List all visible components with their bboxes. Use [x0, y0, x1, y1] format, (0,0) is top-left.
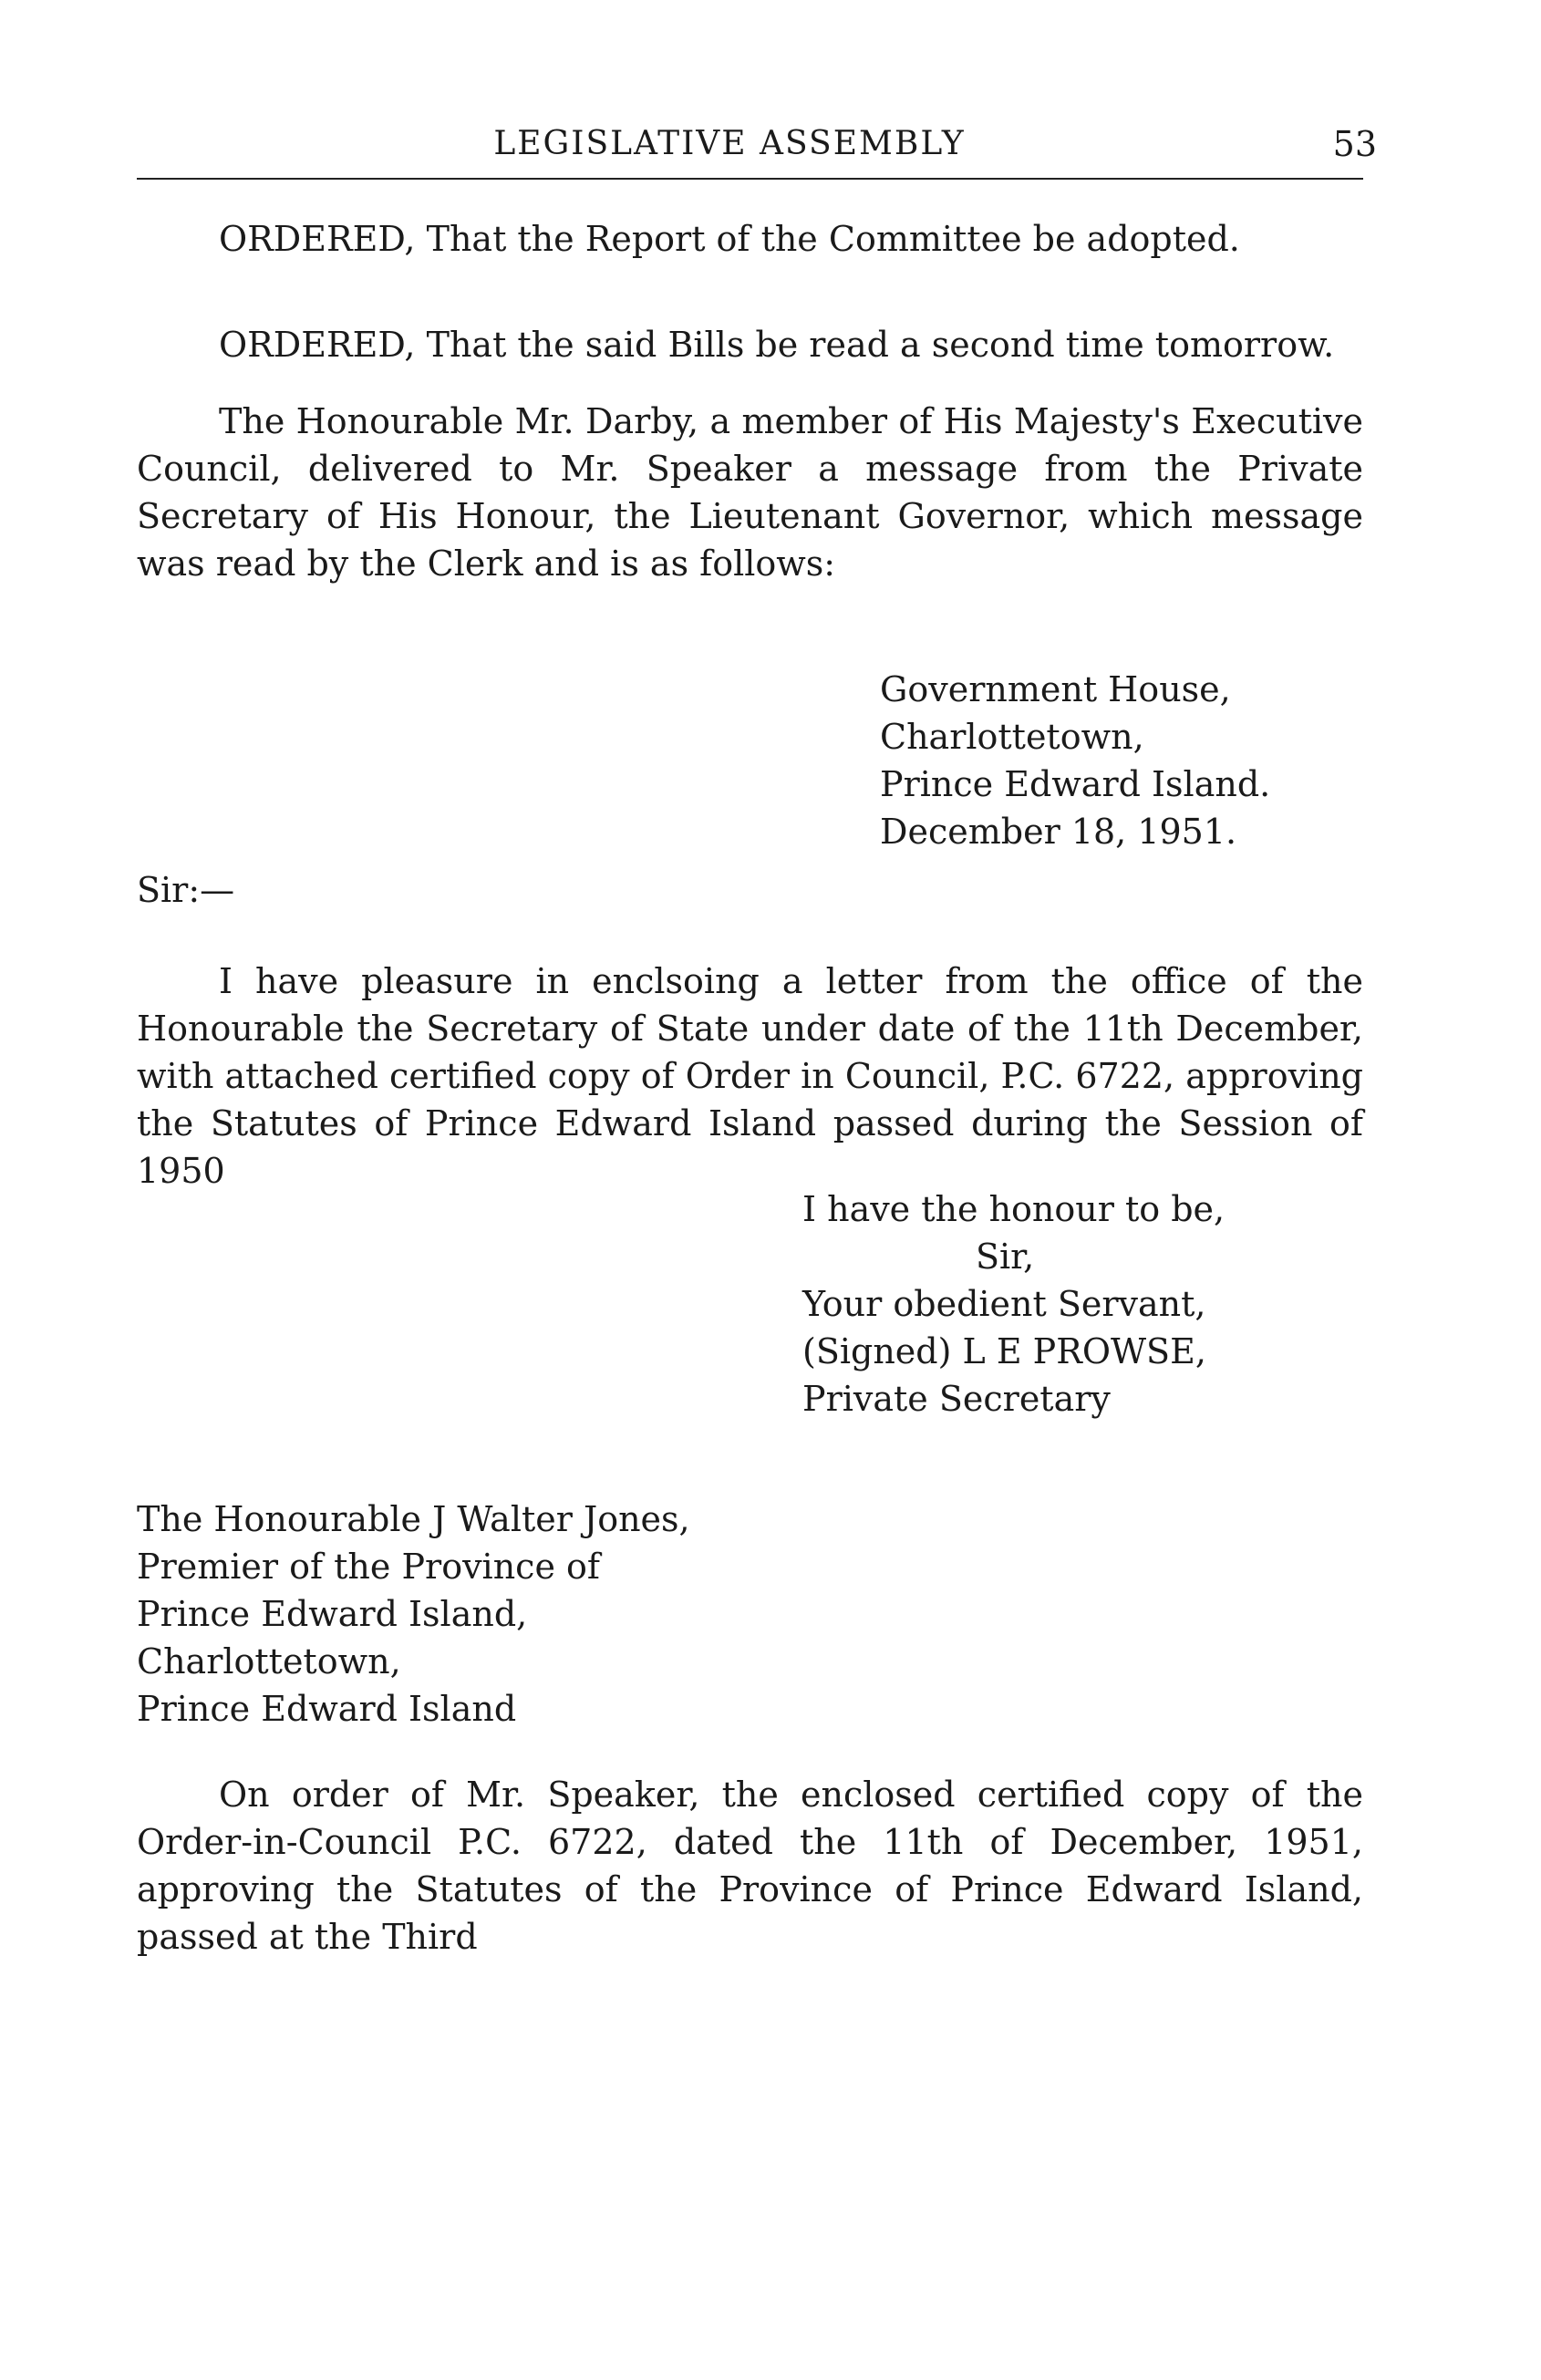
letter-closing-block: [802, 1185, 1225, 1423]
letter-address-block: [880, 666, 1270, 855]
recipient-line: Premier of the Province of: [137, 1547, 600, 1587]
page-number: 53: [1332, 124, 1377, 164]
recipient-line: Charlottetown,: [137, 1641, 401, 1682]
running-header-title: LEGISLATIVE ASSEMBLY: [493, 125, 966, 162]
message-intro-paragraph: The Honourable Mr. Darby, a member of His Majesty's Executive Council, delivered to Mr. Speaker a message from the Private Secretary of His Honour, the Lieutenant Governor, which message was read by the Clerk and is as follows:: [137, 401, 1363, 584]
closing-line: Sir,: [976, 1237, 1035, 1277]
address-line: Charlottetown,: [880, 717, 1144, 757]
header-rule: [137, 178, 1363, 180]
address-line: Prince Edward Island.: [880, 764, 1271, 804]
closing-line: Your obedient Servant,: [802, 1284, 1206, 1324]
letter-salutation: Sir:—: [137, 870, 235, 910]
ordered-bills-paragraph: ORDERED, That the said Bills be read a second time tomorrow.: [219, 325, 1335, 365]
ordered-report-paragraph: ORDERED, That the Report of the Committee be adopted.: [219, 219, 1240, 259]
letter-body-paragraph: I have pleasure in enclsoing a letter from the office of the Honourable the Secretary of State under date of the 11th December, with attached certified copy of Order in Council, P.C. 6722, approving the Statutes of Prince Edward Island passed during the Session of 1950: [137, 961, 1363, 1191]
address-line: Government House,: [880, 669, 1231, 709]
recipient-line: The Honourable J Walter Jones,: [137, 1499, 690, 1539]
closing-line: I have the honour to be,: [802, 1189, 1226, 1229]
recipient-line: Prince Edward Island: [137, 1689, 517, 1729]
recipient-line: Prince Edward Island,: [137, 1594, 528, 1634]
closing-line: (Signed) L E PROWSE,: [802, 1331, 1206, 1371]
closing-line: Private Secretary: [802, 1379, 1111, 1419]
letter-recipient-block: [137, 1495, 690, 1733]
address-line: December 18, 1951.: [880, 812, 1237, 852]
final-paragraph: On order of Mr. Speaker, the enclosed certified copy of the Order-in-Council P.C. 6722, dated the 11th of December, 1951, approving the Statutes of the Province of Prince Edward Island, passed at the Third: [137, 1775, 1363, 1957]
